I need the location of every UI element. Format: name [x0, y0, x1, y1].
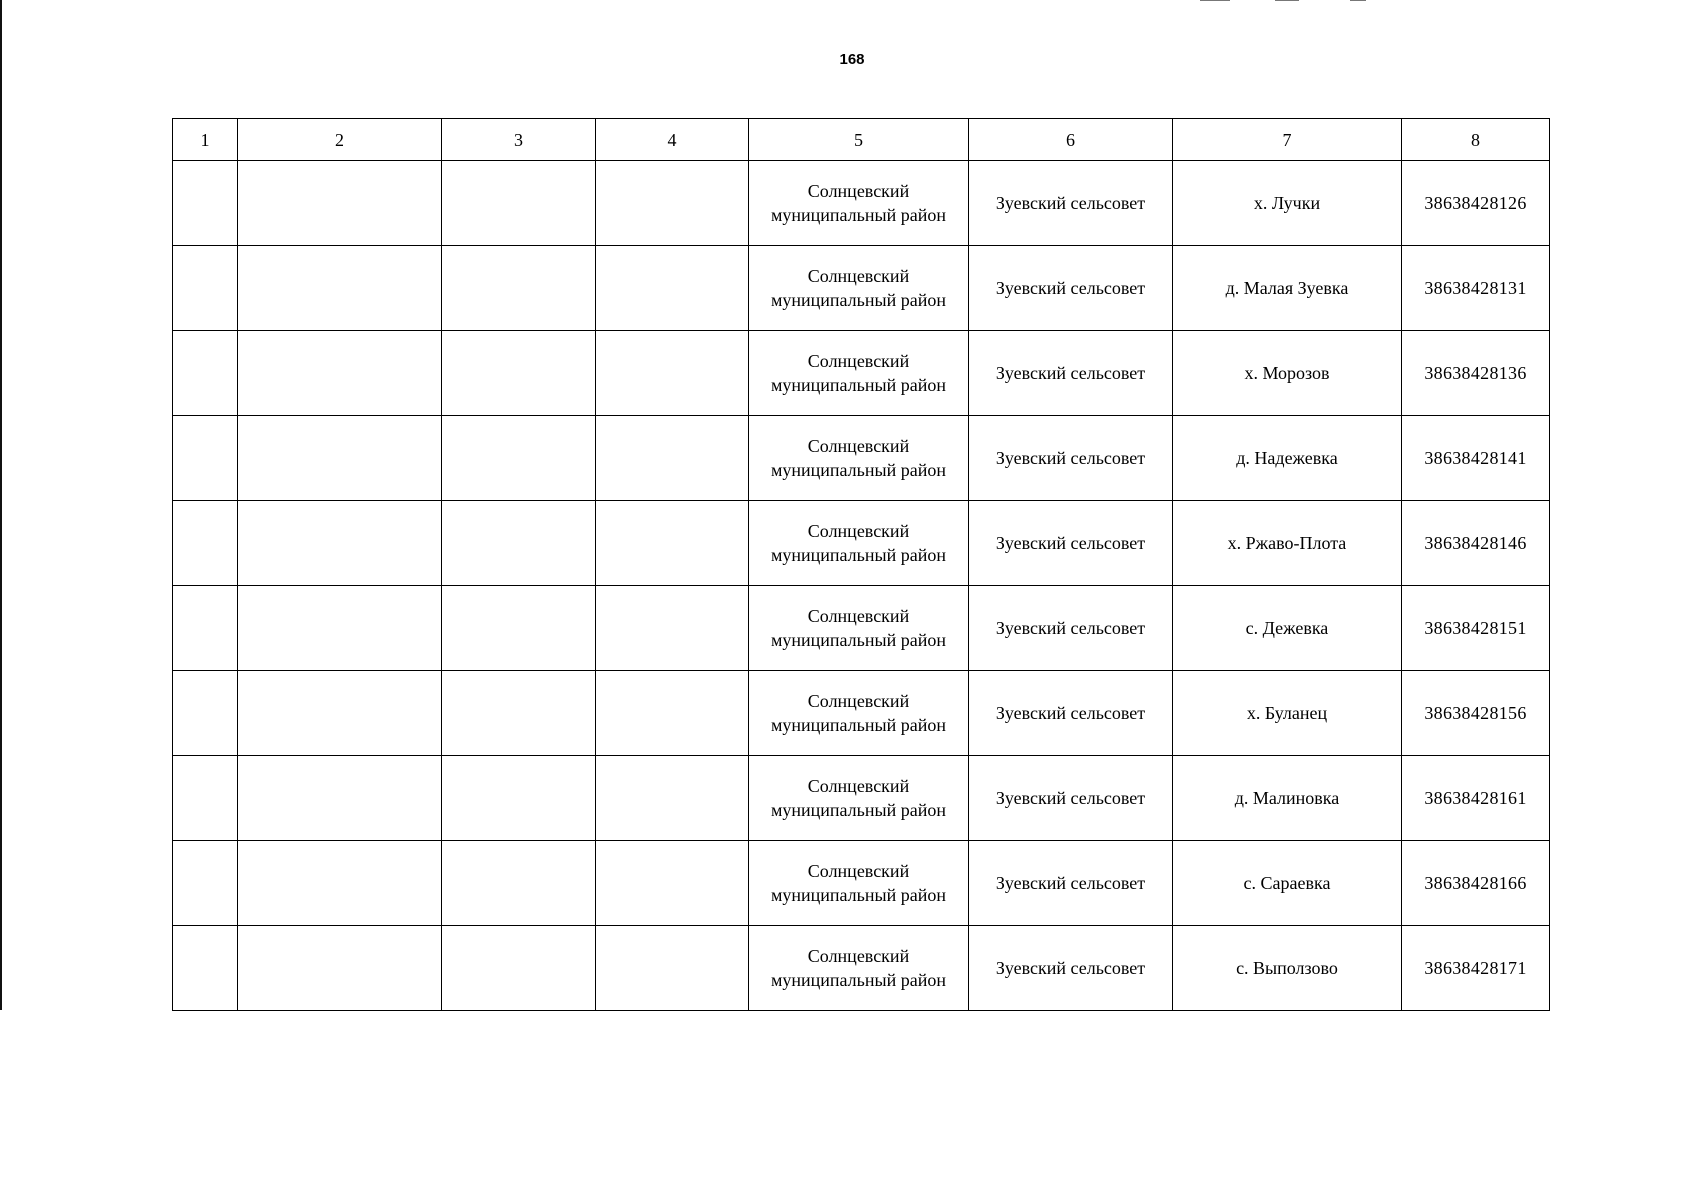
cell-district [749, 246, 969, 331]
district-type: муниципальный район [770, 800, 946, 820]
district-name: Солнцевский [807, 436, 910, 456]
district-type: муниципальный район [770, 460, 946, 480]
cell-col-4 [596, 586, 749, 671]
cell-council: Зуевский сельсовет [969, 161, 1173, 246]
cell-col-3 [442, 331, 596, 416]
cell-council: Зуевский сельсовет [969, 586, 1173, 671]
cell-col-1 [173, 926, 238, 1011]
district-type: муниципальный район [770, 375, 946, 395]
table-row [173, 331, 1550, 416]
cell-col-1 [173, 586, 238, 671]
cell-col-3 [442, 671, 596, 756]
district-name: Солнцевский [807, 181, 910, 201]
left-margin-rule [0, 0, 2, 1010]
cell-district [749, 926, 969, 1011]
table-row [173, 586, 1550, 671]
column-header: 4 [596, 119, 749, 161]
cell-col-3 [442, 246, 596, 331]
cell-col-4 [596, 246, 749, 331]
cell-council: Зуевский сельсовет [969, 756, 1173, 841]
cell-col-2 [238, 161, 442, 246]
cell-oktmo-code: 38638428166 [1402, 841, 1550, 926]
table-row [173, 841, 1550, 926]
cell-oktmo-code: 38638428136 [1402, 331, 1550, 416]
cell-settlement: х. Морозов [1173, 331, 1402, 416]
top-scan-mark [1350, 0, 1366, 1]
cell-col-2 [238, 416, 442, 501]
cell-settlement: с. Сараевка [1173, 841, 1402, 926]
column-header: 5 [749, 119, 969, 161]
cell-settlement: х. Ржаво-Плота [1173, 501, 1402, 586]
cell-oktmo-code: 38638428126 [1402, 161, 1550, 246]
cell-council: Зуевский сельсовет [969, 926, 1173, 1011]
district-name: Солнцевский [807, 691, 910, 711]
district-type: муниципальный район [770, 545, 946, 565]
page-number: 168 [839, 51, 865, 68]
top-scan-mark [1200, 0, 1230, 1]
cell-district [749, 671, 969, 756]
district-name: Солнцевский [807, 266, 910, 286]
cell-settlement: д. Надежевка [1173, 416, 1402, 501]
cell-col-3 [442, 416, 596, 501]
cell-district [749, 841, 969, 926]
cell-col-3 [442, 501, 596, 586]
cell-col-3 [442, 926, 596, 1011]
cell-col-2 [238, 331, 442, 416]
table-row [173, 161, 1550, 246]
cell-col-4 [596, 501, 749, 586]
cell-col-2 [238, 841, 442, 926]
district-name: Солнцевский [807, 606, 910, 626]
table-row [173, 246, 1550, 331]
cell-col-2 [238, 671, 442, 756]
cell-col-1 [173, 331, 238, 416]
table-row [173, 671, 1550, 756]
table-row [173, 416, 1550, 501]
cell-oktmo-code: 38638428131 [1402, 246, 1550, 331]
cell-col-2 [238, 756, 442, 841]
cell-col-2 [238, 501, 442, 586]
cell-col-2 [238, 246, 442, 331]
cell-council: Зуевский сельсовет [969, 841, 1173, 926]
cell-col-1 [173, 756, 238, 841]
table-row [173, 501, 1550, 586]
district-type: муниципальный район [770, 885, 946, 905]
table-body [173, 161, 1550, 1011]
cell-district [749, 501, 969, 586]
cell-col-1 [173, 161, 238, 246]
cell-council: Зуевский сельсовет [969, 246, 1173, 331]
cell-col-3 [442, 586, 596, 671]
cell-council: Зуевский сельсовет [969, 331, 1173, 416]
district-name: Солнцевский [807, 776, 910, 796]
district-type: муниципальный район [770, 205, 946, 225]
district-name: Солнцевский [807, 946, 910, 966]
cell-district [749, 331, 969, 416]
column-header: 3 [442, 119, 596, 161]
settlements-table [172, 118, 1550, 1011]
cell-council: Зуевский сельсовет [969, 416, 1173, 501]
cell-col-2 [238, 926, 442, 1011]
table-row [173, 926, 1550, 1011]
district-type: муниципальный район [770, 715, 946, 735]
district-type: муниципальный район [770, 290, 946, 310]
district-name: Солнцевский [807, 521, 910, 541]
column-header: 6 [969, 119, 1173, 161]
cell-settlement: с. Дежевка [1173, 586, 1402, 671]
district-type: муниципальный район [770, 630, 946, 650]
cell-col-1 [173, 246, 238, 331]
cell-council: Зуевский сельсовет [969, 501, 1173, 586]
cell-col-1 [173, 671, 238, 756]
cell-settlement: х. Буланец [1173, 671, 1402, 756]
cell-district [749, 756, 969, 841]
column-number-row [173, 119, 1550, 161]
cell-oktmo-code: 38638428146 [1402, 501, 1550, 586]
column-header: 7 [1173, 119, 1402, 161]
cell-oktmo-code: 38638428171 [1402, 926, 1550, 1011]
cell-col-2 [238, 586, 442, 671]
column-header: 8 [1402, 119, 1550, 161]
cell-council: Зуевский сельсовет [969, 671, 1173, 756]
top-scan-mark [1275, 0, 1299, 1]
cell-col-4 [596, 416, 749, 501]
cell-col-4 [596, 756, 749, 841]
column-header: 2 [238, 119, 442, 161]
cell-col-1 [173, 841, 238, 926]
cell-col-1 [173, 501, 238, 586]
district-type: муниципальный район [770, 970, 946, 990]
cell-district [749, 416, 969, 501]
cell-col-4 [596, 841, 749, 926]
cell-oktmo-code: 38638428156 [1402, 671, 1550, 756]
cell-col-1 [173, 416, 238, 501]
cell-col-4 [596, 926, 749, 1011]
cell-col-3 [442, 161, 596, 246]
district-name: Солнцевский [807, 351, 910, 371]
cell-oktmo-code: 38638428151 [1402, 586, 1550, 671]
cell-oktmo-code: 38638428141 [1402, 416, 1550, 501]
cell-col-4 [596, 671, 749, 756]
cell-settlement: д. Малиновка [1173, 756, 1402, 841]
cell-settlement: х. Лучки [1173, 161, 1402, 246]
district-name: Солнцевский [807, 861, 910, 881]
cell-col-3 [442, 756, 596, 841]
cell-settlement: д. Малая Зуевка [1173, 246, 1402, 331]
cell-col-4 [596, 161, 749, 246]
cell-oktmo-code: 38638428161 [1402, 756, 1550, 841]
cell-settlement: с. Выползово [1173, 926, 1402, 1011]
column-header: 1 [173, 119, 238, 161]
cell-district [749, 161, 969, 246]
cell-col-3 [442, 841, 596, 926]
cell-col-4 [596, 331, 749, 416]
table-row [173, 756, 1550, 841]
cell-district [749, 586, 969, 671]
